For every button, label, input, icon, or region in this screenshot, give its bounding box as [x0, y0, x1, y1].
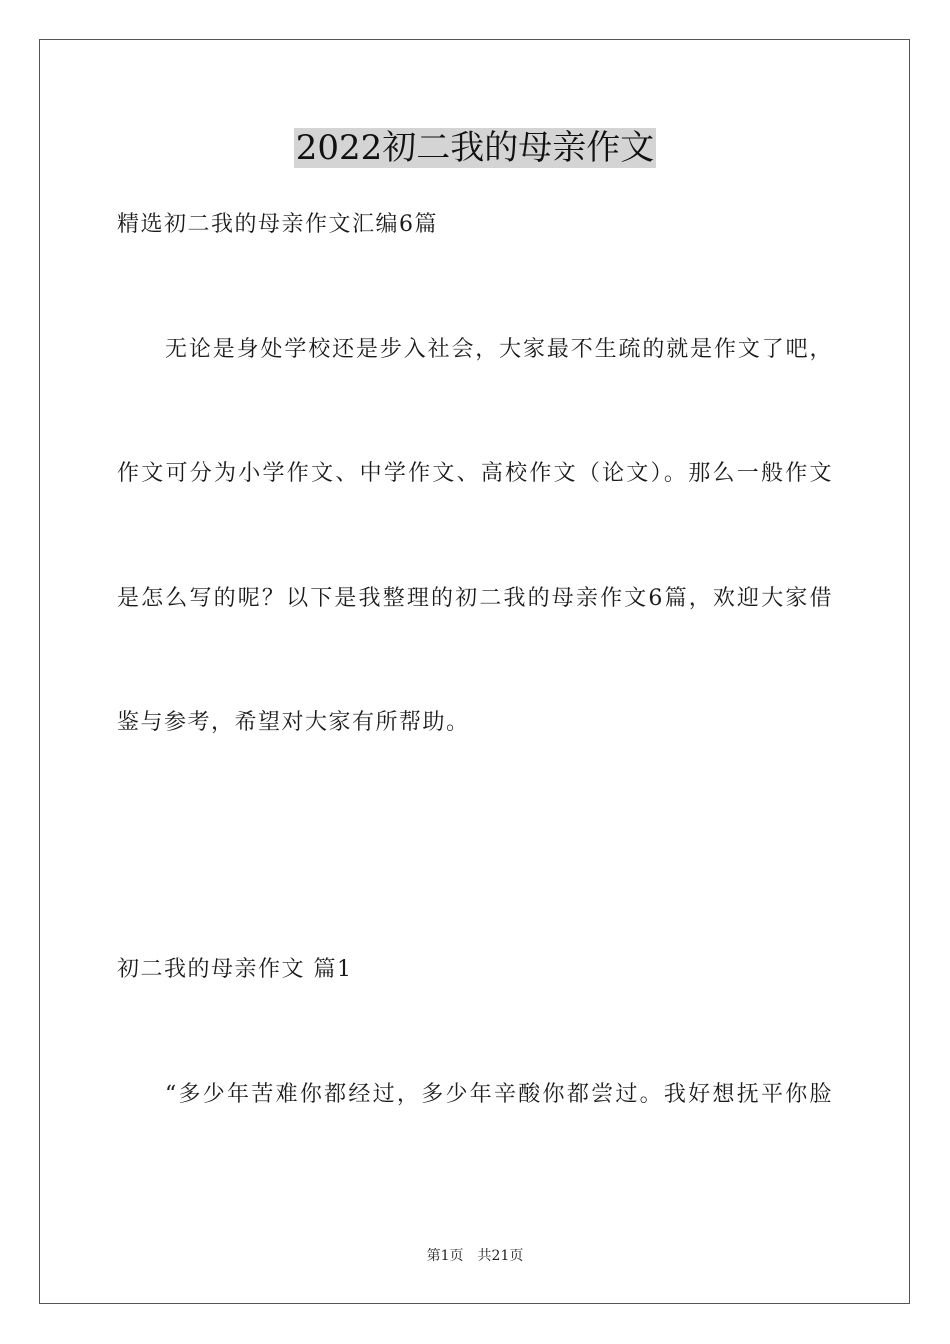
intro-line-2: 作文可分为小学作文、中学作文、高校作文（论文）。那么一般作文	[117, 461, 833, 486]
title-container	[0, 128, 950, 168]
section-heading: 初二我的母亲作文 篇1	[117, 957, 353, 982]
intro-line-3: 是怎么写的呢？以下是我整理的初二我的母亲作文6篇，欢迎大家借	[117, 586, 833, 611]
page-footer	[0, 1247, 950, 1265]
intro-line-4: 鉴与参考，希望对大家有所帮助。	[117, 710, 470, 735]
document-subtitle: 精选初二我的母亲作文汇编6篇	[117, 212, 438, 237]
document-title: 2022初二我的母亲作文	[295, 128, 655, 168]
page-total: 共21页	[477, 1248, 524, 1264]
intro-line-1: 无论是身处学校还是步入社会，大家最不生疏的就是作文了吧，	[165, 337, 833, 362]
section-paragraph-line-1: “多少年苦难你都经过，多少年辛酸你都尝过。我好想抚平你脸	[165, 1082, 833, 1107]
page-current: 第1页	[426, 1248, 464, 1264]
